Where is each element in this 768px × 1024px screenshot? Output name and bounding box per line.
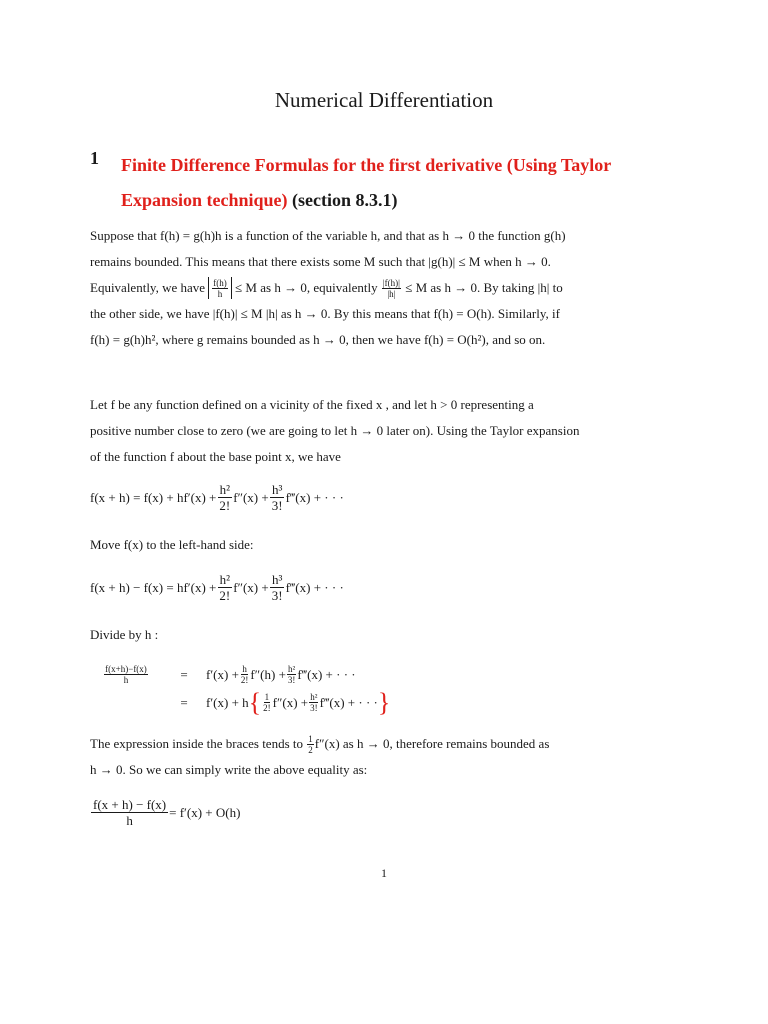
equation-result xyxy=(90,797,240,828)
text-move: Move f(x) to the left-hand side: xyxy=(90,537,254,552)
equation-part: f″(h) + xyxy=(250,666,286,682)
denominator: 3! xyxy=(287,675,296,685)
numerator: h² xyxy=(310,692,318,702)
fraction xyxy=(91,664,161,685)
fraction xyxy=(382,278,401,299)
denominator: 3! xyxy=(310,703,318,713)
equation-part: = f′(x) + O(h) xyxy=(169,804,241,820)
text-line: positive number close to zero (we are going to let h → 0 later on). Using the Taylor expansion xyxy=(90,423,580,438)
denominator: 2! xyxy=(219,588,231,603)
fraction xyxy=(270,482,285,513)
fraction xyxy=(217,482,232,513)
denominator: 3! xyxy=(271,498,283,513)
equation-part: f‴(x) + · · · xyxy=(319,694,378,710)
section-title-text: Finite Difference Formulas for the first derivative (Using Taylor Expansion technique) xyxy=(121,155,611,210)
numerator: f(h) xyxy=(213,277,227,288)
numerator: f(x + h) − f(x) xyxy=(93,797,167,812)
equation-part: f″(x) + xyxy=(233,489,269,505)
text-span: ≤ M as h → 0, equivalently xyxy=(235,280,378,295)
numerator: |f(h)| xyxy=(382,277,400,288)
numerator: 1 xyxy=(308,733,313,744)
equation-part: f‴(x) + · · · xyxy=(285,489,344,505)
text-line xyxy=(90,275,678,301)
numerator: h xyxy=(242,664,247,674)
text-span: ≤ M as h → 0. By taking |h| to xyxy=(405,280,563,295)
fraction xyxy=(217,572,232,603)
equation-part: f(x + h) − f(x) = hf′(x) + xyxy=(90,579,217,595)
equation-divided-row2 xyxy=(90,687,391,717)
numerator: h² xyxy=(288,664,296,674)
text-line: the other side, we have |f(h)| ≤ M |h| as h → 0. By this means that f(h) = O(h). Similarly, if xyxy=(90,306,560,321)
equals-sign: = xyxy=(180,666,188,682)
paragraph-bounded xyxy=(90,223,678,353)
equation-part: f″(x) + xyxy=(272,694,309,710)
equation-divided-row1 xyxy=(90,664,356,685)
page-number: 1 xyxy=(381,866,387,880)
denominator: 2 xyxy=(308,744,313,755)
text-line: Let f be any function defined on a vicinity of the fixed x , and let h > 0 representing a xyxy=(90,397,534,412)
numerator: h³ xyxy=(271,482,283,497)
equation-part: f′(x) + xyxy=(206,666,239,682)
equation-part: f′(x) + h xyxy=(206,694,249,710)
fraction xyxy=(240,664,250,685)
section-title xyxy=(121,148,681,218)
text-line: of the function f about the base point x, we have xyxy=(90,449,341,464)
text-line xyxy=(90,731,678,757)
text-span: f″(x) as h → 0, therefore remains bounded as xyxy=(314,736,550,751)
equation-moved xyxy=(90,572,344,603)
fraction xyxy=(307,734,314,755)
paragraph-taylor xyxy=(90,392,678,470)
denominator: 2! xyxy=(263,703,271,713)
numerator: 1 xyxy=(264,692,270,702)
fraction xyxy=(287,664,297,685)
numerator: h³ xyxy=(271,572,283,587)
section-number: 1 xyxy=(90,148,99,168)
numerator: h² xyxy=(219,482,231,497)
denominator: 3! xyxy=(271,588,283,603)
equals-sign: = xyxy=(180,694,188,710)
section-reference: (section 8.3.1) xyxy=(292,190,398,210)
text-line: h → 0. So we can simply write the above equality as: xyxy=(90,762,368,777)
denominator: 2! xyxy=(240,675,249,685)
fraction xyxy=(212,278,228,299)
paragraph-braces xyxy=(90,731,678,783)
numerator: f(x+h)−f(x) xyxy=(105,664,147,674)
absolute-value xyxy=(208,277,232,299)
equation-part: f(x + h) = f(x) + hf′(x) + xyxy=(90,489,217,505)
fraction xyxy=(91,797,168,828)
fraction xyxy=(262,692,272,713)
denominator: h xyxy=(123,675,129,685)
equation-taylor xyxy=(90,482,344,513)
equation-part: f‴(x) + · · · xyxy=(297,666,356,682)
denominator: 2! xyxy=(219,498,231,513)
brace-close: } xyxy=(377,687,391,717)
brace-open: { xyxy=(248,687,262,717)
text-line: f(h) = g(h)h², where g remains bounded as h → 0, then we have f(h) = O(h²), and so on. xyxy=(90,332,546,347)
text-span: The expression inside the braces tends to xyxy=(90,736,303,751)
denominator: |h| xyxy=(387,288,396,299)
text-divide: Divide by h : xyxy=(90,627,159,642)
equation-part: f‴(x) + · · · xyxy=(285,579,344,595)
page-title: Numerical Differentiation xyxy=(274,88,494,112)
numerator: h² xyxy=(219,572,231,587)
text-line: remains bounded. This means that there exists some M such that |g(h)| ≤ M when h → 0. xyxy=(90,254,551,269)
fraction xyxy=(270,572,285,603)
equation-part: f″(x) + xyxy=(233,579,269,595)
denominator: h xyxy=(126,813,133,828)
text-line: Suppose that f(h) = g(h)h is a function of the variable h, and that as h → 0 the function g(h) xyxy=(90,228,566,243)
fraction xyxy=(309,692,319,713)
denominator: h xyxy=(217,288,223,299)
text-span: Equivalently, we have xyxy=(90,280,206,295)
